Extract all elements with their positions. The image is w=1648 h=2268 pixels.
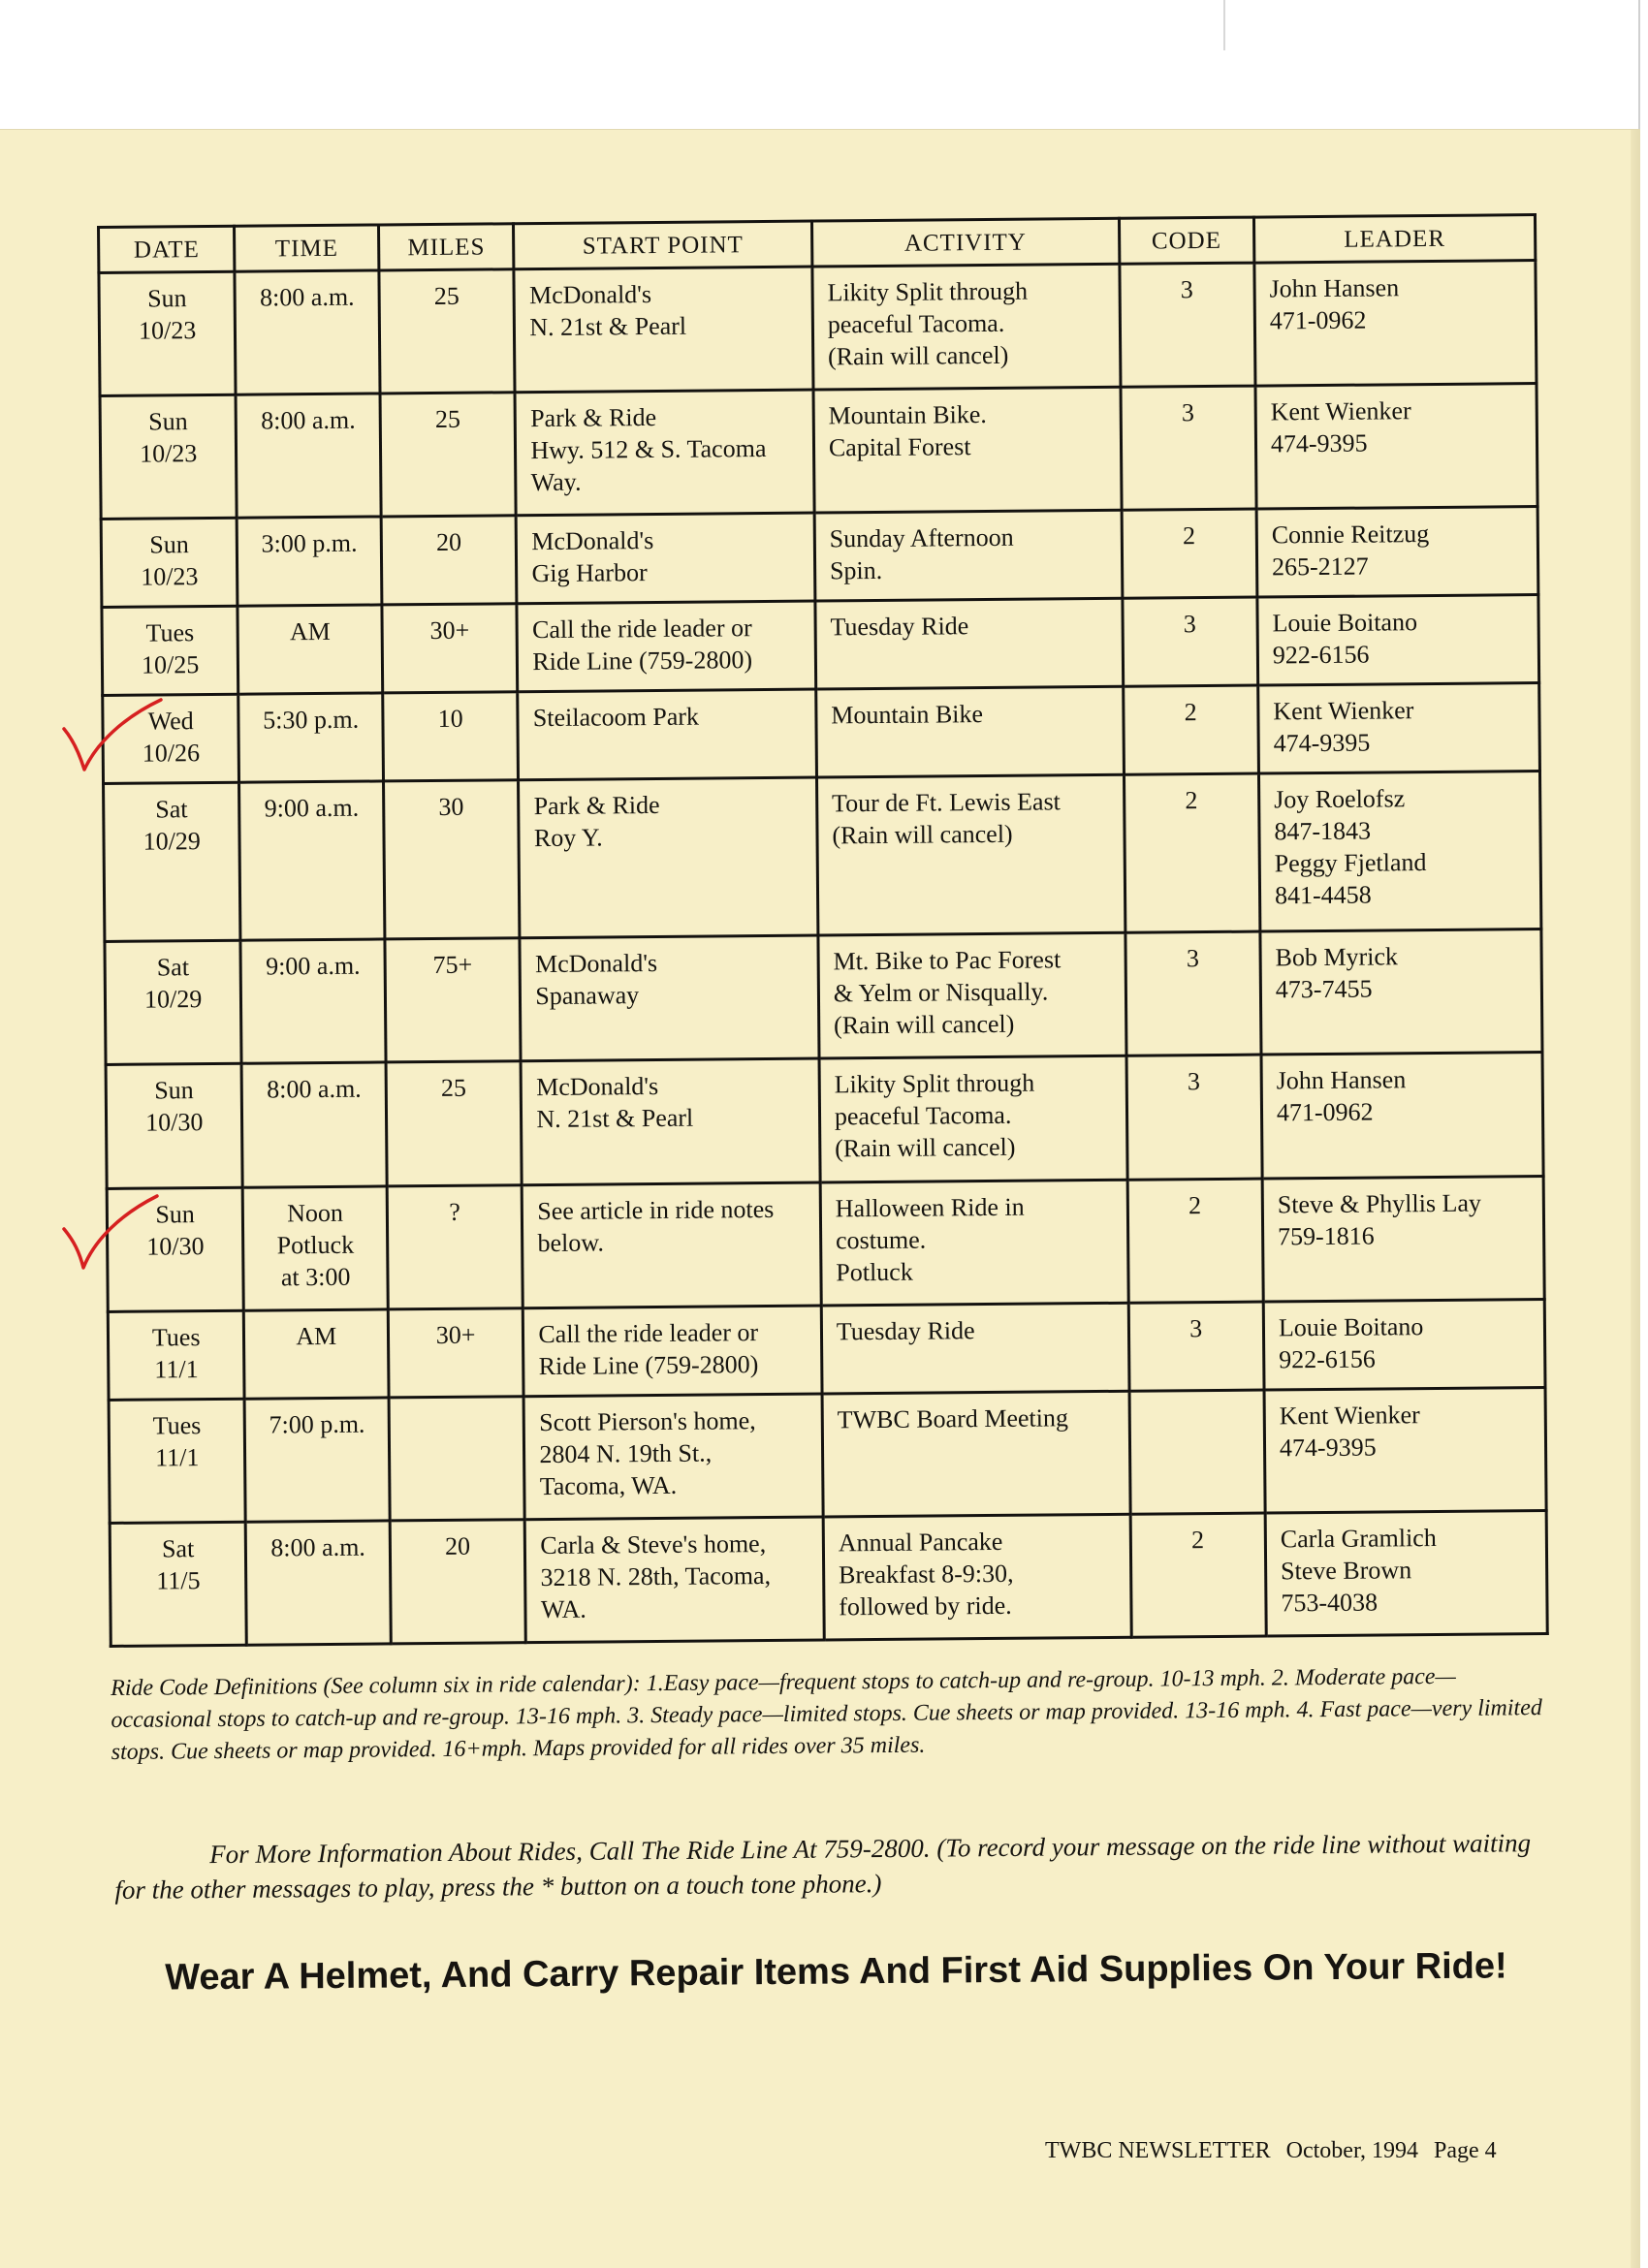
cell-activity-line: & Yelm or Nisqually. <box>833 977 1049 1008</box>
cell-code: 2 <box>1123 685 1258 774</box>
header-code: CODE <box>1119 217 1254 264</box>
cell-leader-line: 471-0962 <box>1269 305 1367 335</box>
cell-start-point <box>519 777 818 938</box>
table-row <box>104 771 1541 942</box>
cell-leader-line: 474-9395 <box>1273 728 1371 758</box>
table-row <box>103 682 1540 783</box>
cell-code: 3 <box>1122 597 1257 686</box>
cell-activity <box>818 932 1126 1058</box>
cell-date-line: 10/26 <box>142 738 201 768</box>
cell-start-point-line: Carla & Steve's home, <box>540 1528 767 1559</box>
cell-start-point <box>523 1182 822 1308</box>
cell-start-point <box>514 267 813 393</box>
cell-date-line: Wed <box>147 706 194 736</box>
cell-activity-line: Spin. <box>829 556 883 585</box>
cell-activity-line: Capital Forest <box>828 432 971 462</box>
page-footer <box>1045 2138 1506 2164</box>
cell-start-point <box>523 1394 823 1520</box>
table-row <box>100 384 1537 520</box>
cell-miles: 30 <box>384 779 521 939</box>
cell-activity-line: Breakfast 8-9:30, <box>838 1559 1014 1590</box>
cell-leader-line: Connie Reitzug <box>1271 520 1430 550</box>
cell-start-point-line: Way. <box>530 467 582 497</box>
cell-code: 3 <box>1126 1055 1262 1179</box>
cell-leader <box>1260 929 1542 1055</box>
cell-leader-line: Kent Wienker <box>1270 396 1411 426</box>
cell-date-line: 10/30 <box>146 1231 205 1261</box>
cell-time-line: AM <box>296 1321 337 1351</box>
cell-activity-line: (Rain will cancel) <box>827 340 1009 371</box>
cell-date-line: 10/29 <box>143 985 203 1014</box>
cell-start-point-line: Hwy. 512 & S. Tacoma <box>530 434 767 465</box>
cell-date-line: Tues <box>151 1322 201 1352</box>
cell-miles: 25 <box>380 393 516 517</box>
cell-start-point-line: Park & Ride <box>533 790 660 820</box>
cell-activity-line: (Rain will cancel) <box>835 1133 1016 1163</box>
ride-schedule-body <box>99 261 1547 1647</box>
cell-miles: 75+ <box>385 938 521 1062</box>
cell-leader <box>1261 1053 1543 1179</box>
cell-start-point <box>517 513 815 603</box>
cell-leader-line: 759-1816 <box>1277 1221 1375 1251</box>
cell-start-point-line: Steilacoom Park <box>532 702 700 732</box>
cell-activity-line: Tour de Ft. Lewis East <box>831 786 1061 817</box>
cell-miles <box>389 1396 524 1520</box>
cell-leader-line: Steve & Phyllis Lay <box>1277 1188 1482 1219</box>
cell-time-line: Potluck <box>276 1230 355 1260</box>
cell-leader-line: Bob Myrick <box>1275 942 1399 972</box>
cell-miles: ? <box>387 1184 523 1308</box>
cell-start-point <box>520 935 819 1061</box>
cell-date-line: 10/23 <box>141 562 199 592</box>
cell-miles: 20 <box>381 516 517 605</box>
cell-start-point-line: McDonald's <box>536 1072 659 1102</box>
cell-leader-line: 473-7455 <box>1275 974 1373 1004</box>
cell-date-line: 11/5 <box>156 1565 201 1595</box>
cell-leader-line: Louie Boitano <box>1278 1311 1424 1342</box>
cell-leader-line: 922-6156 <box>1279 1344 1376 1374</box>
cell-start-point-line: Gig Harbor <box>531 558 648 588</box>
cell-code: 2 <box>1124 773 1260 933</box>
cell-start-point <box>523 1306 822 1396</box>
cell-date <box>106 1064 243 1188</box>
cell-miles: 30+ <box>382 604 518 693</box>
cell-activity-line: (Rain will cancel) <box>833 1009 1015 1040</box>
cell-activity <box>820 1180 1128 1306</box>
cell-start-point-line: Scott Pierson's home, <box>539 1405 756 1436</box>
cell-activity <box>813 387 1122 513</box>
scan-edge-mark <box>1638 0 1640 136</box>
cell-leader-line: 922-6156 <box>1272 640 1370 670</box>
cell-start-point-line: Park & Ride <box>530 403 657 433</box>
cell-start-point <box>525 1517 825 1643</box>
cell-start-point-line: McDonald's <box>531 526 654 556</box>
cell-activity-line: Annual Pancake <box>838 1527 1003 1558</box>
cell-time <box>246 1521 392 1646</box>
cell-activity <box>822 1391 1130 1517</box>
cell-start-point <box>517 601 815 691</box>
header-miles: MILES <box>379 224 515 270</box>
table-row <box>101 507 1538 608</box>
cell-activity-line: (Rain will cancel) <box>832 819 1013 849</box>
cell-code: 2 <box>1130 1513 1266 1637</box>
cell-activity-line: Halloween Ride in <box>835 1192 1025 1223</box>
cell-start-point-line: Ride Line (759-2800) <box>532 646 753 677</box>
cell-time <box>244 1309 389 1399</box>
cell-leader <box>1258 682 1540 772</box>
cell-code: 2 <box>1127 1179 1263 1303</box>
cell-start-point-line: Spanaway <box>535 981 640 1011</box>
red-check-mark-icon <box>60 1194 167 1281</box>
cell-date-line: Sat <box>161 1533 195 1563</box>
footer-page-number: Page 4 <box>1433 2138 1497 2163</box>
cell-time-line: AM <box>289 617 331 646</box>
cell-date-line: 11/1 <box>155 1442 200 1472</box>
cell-date-line: Sun <box>155 1199 195 1229</box>
cell-leader <box>1255 384 1537 510</box>
cell-miles: 10 <box>383 692 519 781</box>
cell-activity-line: Likity Split through <box>834 1069 1035 1099</box>
cell-time <box>243 1186 389 1310</box>
cell-leader-line: Steve Brown <box>1280 1555 1412 1586</box>
cell-time <box>238 693 383 782</box>
cell-start-point-line: below. <box>537 1228 605 1257</box>
cell-date-line: 10/25 <box>141 650 200 679</box>
cell-date-line: Sun <box>148 407 188 436</box>
table-row <box>102 595 1539 696</box>
cell-time <box>238 517 382 606</box>
cell-time-line: 3:00 p.m. <box>261 529 358 558</box>
cell-start-point-line: 3218 N. 28th, Tacoma, <box>540 1560 772 1591</box>
cell-time <box>239 780 385 940</box>
cell-activity <box>816 686 1124 776</box>
table-row <box>99 261 1537 396</box>
cell-time-line: 8:00 a.m. <box>270 1532 365 1562</box>
cell-activity <box>814 511 1122 601</box>
cell-miles: 25 <box>386 1061 522 1185</box>
cell-code: 3 <box>1128 1302 1264 1391</box>
cell-time-line: Noon <box>287 1198 344 1227</box>
cell-date-line: Tues <box>145 618 195 647</box>
cell-activity-line: TWBC Board Meeting <box>837 1402 1069 1433</box>
cell-leader <box>1257 595 1539 685</box>
ride-schedule-table <box>97 213 1549 1648</box>
header-date: DATE <box>99 226 236 272</box>
cell-time-line: at 3:00 <box>280 1262 351 1292</box>
cell-start-point-line: Call the ride leader or <box>531 614 752 645</box>
header-start-point: START POINT <box>514 221 812 269</box>
cell-leader <box>1256 507 1538 597</box>
cell-date <box>110 1522 247 1646</box>
cell-activity-line: Likity Split through <box>827 276 1029 307</box>
cell-leader <box>1265 1510 1547 1636</box>
cell-code: 2 <box>1122 509 1257 598</box>
footer-publication: TWBC NEWSLETTER <box>1045 2138 1271 2163</box>
cell-leader <box>1262 1176 1544 1302</box>
cell-time-line: 8:00 a.m. <box>259 282 355 312</box>
cell-leader-line: 841-4458 <box>1274 880 1372 909</box>
helmet-notice: Wear A Helmet, And Carry Repair Items And First Aid Supplies On Your Ride! <box>165 1945 1507 1999</box>
cell-date <box>100 394 238 519</box>
cell-start-point <box>518 689 816 779</box>
cell-leader-line: Kent Wienker <box>1279 1400 1420 1430</box>
cell-time-line: 9:00 a.m. <box>264 793 360 823</box>
cell-leader-line: John Hansen <box>1276 1065 1407 1095</box>
cell-date-line: 10/23 <box>138 316 197 345</box>
cell-leader-line: Carla Gramlich <box>1280 1523 1437 1554</box>
cell-date-line: Sun <box>146 284 187 313</box>
cell-code: 3 <box>1121 386 1256 510</box>
cell-miles: 20 <box>390 1519 525 1643</box>
cell-time <box>235 270 380 394</box>
header-time: TIME <box>235 225 379 271</box>
cell-miles: 30+ <box>388 1308 523 1398</box>
cell-leader-line: 847-1843 <box>1274 816 1372 845</box>
cell-start-point-line: Ride Line (759-2800) <box>538 1349 759 1380</box>
cell-time-line: 8:00 a.m. <box>267 1075 362 1104</box>
cell-leader-line: 471-0962 <box>1276 1097 1374 1127</box>
cell-date-line: 10/29 <box>143 826 201 856</box>
scan-edge-line <box>1223 0 1225 50</box>
cell-date <box>109 1399 246 1523</box>
cell-date <box>105 940 242 1064</box>
cell-leader-line: Kent Wienker <box>1273 695 1414 726</box>
cell-activity-line: followed by ride. <box>839 1591 1012 1622</box>
cell-time <box>241 1062 387 1186</box>
cell-time <box>244 1397 390 1521</box>
cell-activity <box>819 1056 1127 1182</box>
cell-activity-line: Tuesday Ride <box>836 1315 975 1346</box>
cell-date-line: Sat <box>155 794 188 824</box>
cell-start-point-line: Call the ride leader or <box>538 1317 759 1348</box>
cell-activity-line: costume. <box>835 1225 927 1255</box>
header-leader: LEADER <box>1253 215 1535 264</box>
table-row <box>105 929 1542 1065</box>
red-check-mark-icon <box>60 698 167 785</box>
table-row <box>109 1387 1546 1523</box>
cell-date <box>108 1310 244 1400</box>
ride-code-definitions: Ride Code Definitions (See column six in ride calendar): 1.Easy pace—frequent stops to catch-up and re-group. 10-13 mph. 2. Moderate pace—occasional stops to catch-up and re-group. 13-16 mph. 3. Steady pace—limited stops. Cue sheets or map provided. 13-16 mph. 4. Fast pace—very limited stops. Cue sheets or map provided. 16+mph. Maps provided for all rides over 35 miles. <box>111 1663 1542 1765</box>
cell-leader-line: John Hansen <box>1269 273 1400 303</box>
cell-start-point <box>515 390 814 516</box>
cell-start-point-line: See article in ride notes <box>537 1194 775 1225</box>
table-row <box>106 1053 1543 1188</box>
cell-date-line: Sat <box>156 953 190 982</box>
cell-leader <box>1258 771 1540 931</box>
cell-date-line: Sun <box>154 1076 194 1105</box>
cell-start-point-line: Tacoma, WA. <box>539 1470 678 1500</box>
cell-start-point-line: WA. <box>540 1594 586 1623</box>
cell-date-line: 11/1 <box>154 1354 199 1384</box>
cell-code <box>1129 1390 1265 1514</box>
ride-line-info: For More Information About Rides, Call The Ride Line At 759-2800. (To record your message on the ride line without waiting for the other messages to play, press the * button on a touch tone phone.) <box>114 1828 1532 1905</box>
cell-time <box>240 939 386 1063</box>
cell-activity <box>812 264 1121 390</box>
table-row <box>110 1510 1547 1646</box>
cell-activity-line: Potluck <box>836 1257 913 1287</box>
table-row <box>107 1176 1544 1311</box>
cell-leader-line: 753-4038 <box>1281 1588 1379 1618</box>
cell-activity-line: Mountain Bike. <box>828 400 987 430</box>
cell-leader-line: 265-2127 <box>1271 551 1369 582</box>
cell-time-line: 9:00 a.m. <box>266 951 361 981</box>
cell-start-point <box>521 1058 820 1184</box>
cell-activity-line: peaceful Tacoma. <box>834 1101 1012 1131</box>
cell-date-line: Tues <box>152 1410 202 1440</box>
cell-activity-line: Mountain Bike <box>831 699 984 730</box>
cell-leader-line: 474-9395 <box>1270 428 1368 458</box>
cell-miles: 25 <box>379 269 515 394</box>
cell-leader <box>1263 1299 1545 1389</box>
cell-start-point-line: N. 21st & Pearl <box>536 1104 694 1134</box>
cell-activity <box>815 598 1123 688</box>
cell-time-line: 7:00 p.m. <box>269 1409 365 1439</box>
cell-leader-line: Louie Boitano <box>1272 608 1418 638</box>
cell-code: 3 <box>1119 263 1254 387</box>
cell-time-line: 5:30 p.m. <box>263 705 360 735</box>
cell-activity-line: Sunday Afternoon <box>829 523 1014 553</box>
cell-date-line: 10/23 <box>140 439 198 468</box>
cell-leader-line: Joy Roelofsz <box>1274 783 1406 813</box>
footer-date: October, 1994 <box>1285 2138 1418 2163</box>
cell-date <box>104 782 241 942</box>
cell-activity-line: peaceful Tacoma. <box>827 308 1005 339</box>
cell-start-point-line: 2804 N. 19th St., <box>539 1438 713 1468</box>
cell-activity <box>821 1303 1128 1393</box>
cell-time <box>238 605 382 694</box>
cell-start-point-line: N. 21st & Pearl <box>529 311 687 342</box>
cell-start-point-line: Roy Y. <box>533 822 603 852</box>
cell-activity-line: Mt. Bike to Pac Forest <box>833 945 1062 976</box>
cell-leader <box>1254 261 1537 387</box>
cell-start-point-line: McDonald's <box>534 949 658 979</box>
cell-leader-line: Peggy Fjetland <box>1274 847 1427 877</box>
header-activity: ACTIVITY <box>811 218 1119 267</box>
cell-activity-line: Tuesday Ride <box>830 612 969 642</box>
cell-time <box>236 394 381 518</box>
cell-leader <box>1264 1387 1546 1513</box>
cell-date <box>101 519 238 608</box>
table-row <box>108 1299 1545 1400</box>
cell-activity <box>823 1514 1131 1640</box>
cell-date <box>102 606 238 695</box>
cell-activity <box>816 774 1125 935</box>
cell-date <box>99 271 237 395</box>
cell-start-point-line: McDonald's <box>528 280 652 310</box>
cell-code: 3 <box>1125 931 1260 1055</box>
cell-date-line: 10/30 <box>145 1108 204 1138</box>
cell-leader-line: 474-9395 <box>1279 1433 1377 1462</box>
cell-date-line: Sun <box>149 530 189 559</box>
cell-time-line: 8:00 a.m. <box>261 405 356 435</box>
